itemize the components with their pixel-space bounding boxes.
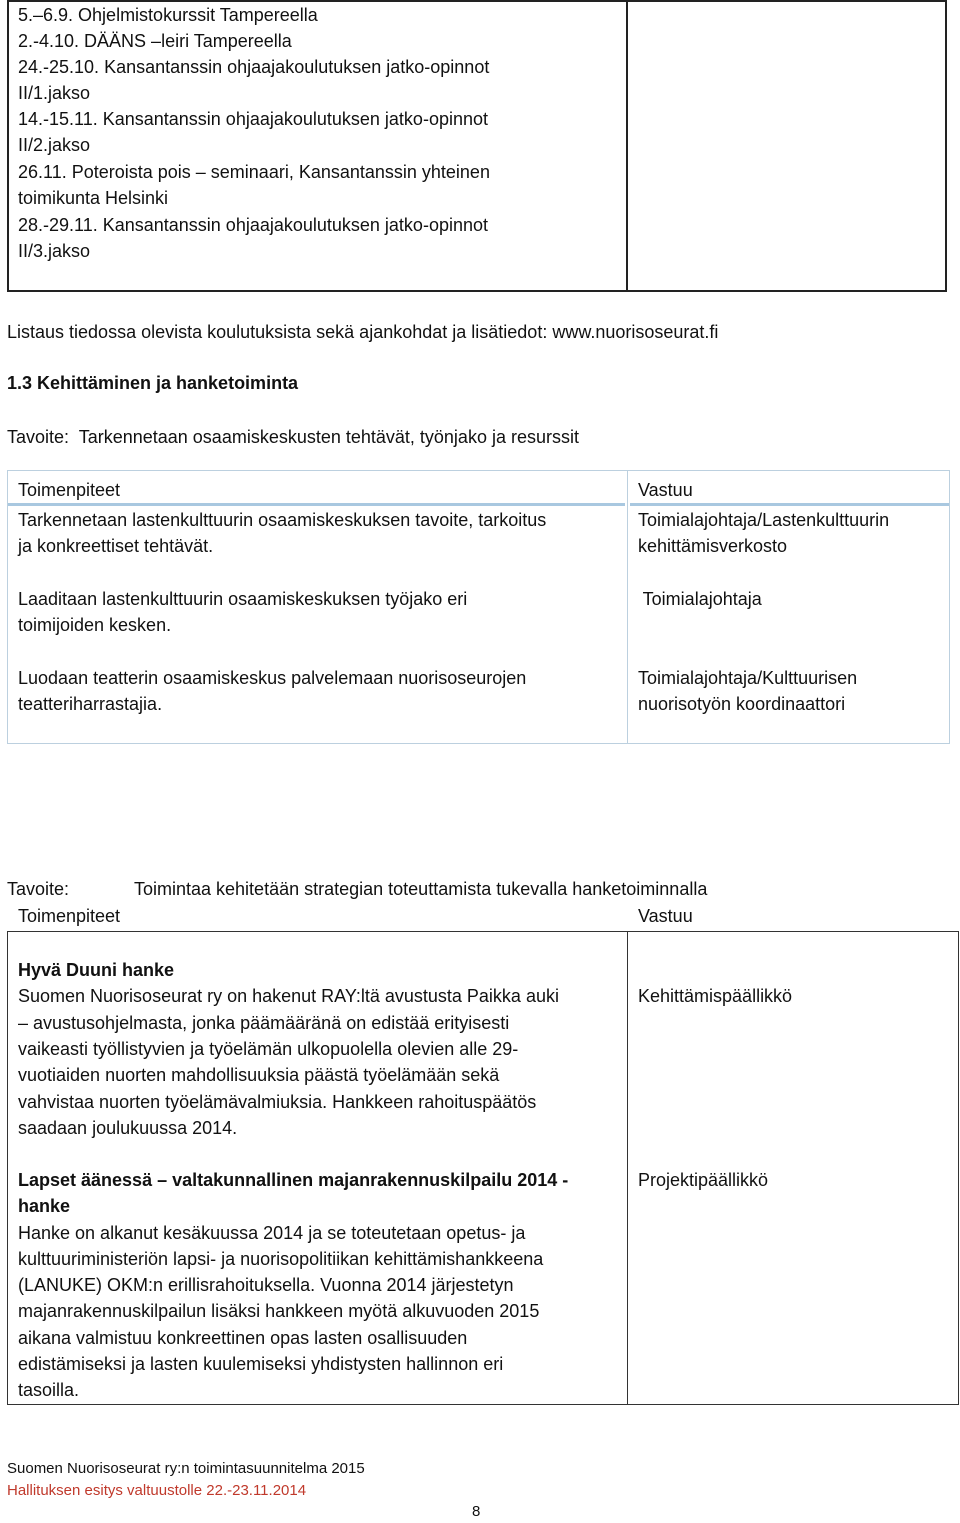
table-1-col-actions: Toimenpiteet xyxy=(18,480,121,500)
footer-title: Suomen Nuorisoseurat ry:n toimintasuunnitelma 2015 xyxy=(7,1460,365,1477)
project-text: vahvistaa nuorten työelämävalmiuksia. Hankkeen rahoituspäätös xyxy=(18,1092,537,1112)
table-2-col-actions: Toimenpiteet xyxy=(18,906,121,926)
project-title: hanke xyxy=(18,1196,71,1216)
goal-1: Tavoite: Tarkennetaan osaamiskeskusten tehtävät, työnjako ja resurssit xyxy=(7,427,579,447)
owner-text: Toimialajohtaja xyxy=(638,589,762,609)
footer-subtitle: Hallituksen esitys valtuustolle 22.-23.11.2014 xyxy=(7,1482,307,1499)
page-number: 8 xyxy=(472,1503,481,1520)
project-owner: Projektipäällikkö xyxy=(638,1170,769,1190)
project-text: (LANUKE) OKM:n erillisrahoituksella. Vuonna 2014 järjestetyn xyxy=(18,1275,514,1295)
project-title: Lapset äänessä – valtakunnallinen majanrakennuskilpailu 2014 - xyxy=(18,1170,569,1190)
table-2-col-owner: Vastuu xyxy=(638,906,693,926)
owner-text: nuorisotyön koordinaattori xyxy=(638,694,846,714)
table-1-col-owner: Vastuu xyxy=(638,480,693,500)
goal-2-label: Tavoite: xyxy=(7,879,70,899)
event-line: II/1.jakso xyxy=(18,83,91,103)
action-text: teatteriharrastajia. xyxy=(18,694,163,714)
goal-2-text: Toimintaa kehitetään strategian toteuttamista tukevalla hanketoiminnalla xyxy=(134,879,708,899)
table-1-header-rule-right xyxy=(630,503,949,506)
owner-text: Toimialajohtaja/Lastenkulttuurin xyxy=(638,510,890,530)
project-text: aikana valmistuu konkreettinen opas lasten osallisuuden xyxy=(18,1328,468,1348)
event-line: 5.–6.9. Ohjelmistokurssit Tampereella xyxy=(18,5,318,25)
table-1-header-rule-left xyxy=(8,503,625,506)
event-line: 26.11. Poteroista pois – seminaari, Kansantanssin yhteinen xyxy=(18,162,490,182)
event-line: 28.-29.11. Kansantanssin ohjaajakoulutuksen jatko-opinnot xyxy=(18,215,488,235)
event-line: 24.-25.10. Kansantanssin ohjaajakoulutuksen jatko-opinnot xyxy=(18,57,490,77)
project-text: edistämiseksi ja lasten kuulemiseksi yhdistysten hallinnon eri xyxy=(18,1354,504,1374)
event-line: toimikunta Helsinki xyxy=(18,188,169,208)
project-title: Hyvä Duuni hanke xyxy=(18,960,175,980)
action-text: Tarkennetaan lastenkulttuurin osaamiskeskuksen tavoite, tarkoitus xyxy=(18,510,547,530)
project-text: Suomen Nuorisoseurat ry on hakenut RAY:ltä avustusta Paikka auki xyxy=(18,986,559,1006)
project-text: – avustusohjelmasta, jonka päämääränä on edistää erityisesti xyxy=(18,1013,510,1033)
top-table-right-cell xyxy=(626,0,947,292)
action-text: toimijoiden kesken. xyxy=(18,615,172,635)
project-text: majanrakennuskilpailun lisäksi hankkeen myötä alkuvuoden 2015 xyxy=(18,1301,540,1321)
event-line: 14.-15.11. Kansantanssin ohjaajakoulutuksen jatko-opinnot xyxy=(18,109,488,129)
project-text: saadaan joulukuussa 2014. xyxy=(18,1118,238,1138)
table-2-divider xyxy=(627,931,628,1405)
action-text: Laaditaan lastenkulttuurin osaamiskeskuksen työjako eri xyxy=(18,589,468,609)
project-text: tasoilla. xyxy=(18,1380,80,1400)
project-owner: Kehittämispäällikkö xyxy=(638,986,793,1006)
action-text: Luodaan teatterin osaamiskeskus palvelemaan nuorisoseurojen xyxy=(18,668,527,688)
owner-text: Toimialajohtaja/Kulttuurisen xyxy=(638,668,858,688)
project-text: vuotiaiden nuorten mahdollisuuksia päästä työelämään sekä xyxy=(18,1065,500,1085)
project-text: Hanke on alkanut kesäkuussa 2014 ja se toteutetaan opetus- ja xyxy=(18,1223,526,1243)
owner-text: kehittämisverkosto xyxy=(638,536,788,556)
action-text: ja konkreettiset tehtävät. xyxy=(18,536,214,556)
event-line: 2.-4.10. DÄÄNS –leiri Tampereella xyxy=(18,31,292,51)
listing-note: Listaus tiedossa olevista koulutuksista sekä ajankohdat ja lisätiedot: www.nuorisoseurat.fi xyxy=(7,322,719,342)
event-line: II/2.jakso xyxy=(18,135,91,155)
section-heading: 1.3 Kehittäminen ja hanketoiminta xyxy=(7,373,299,393)
project-text: vaikeasti työllistyvien ja työelämän ulkopuolella olevien alle 29- xyxy=(18,1039,519,1059)
event-line: II/3.jakso xyxy=(18,241,91,261)
table-1-divider xyxy=(627,470,628,744)
project-text: kulttuuriministeriön lapsi- ja nuorisopolitiikan kehittämishankkeena xyxy=(18,1249,544,1269)
